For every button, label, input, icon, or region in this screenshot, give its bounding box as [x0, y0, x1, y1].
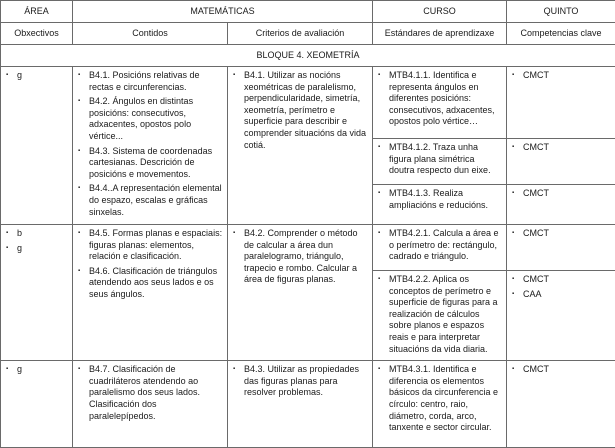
criterion-cell — [228, 225, 373, 361]
table-row — [1, 225, 615, 271]
competencia-item — [511, 188, 611, 200]
standard-cell — [373, 67, 507, 139]
table-row — [1, 67, 615, 139]
competencia-text: CMCT — [523, 364, 549, 374]
objective-item — [5, 228, 68, 240]
bullet-icon: ▪ — [512, 274, 514, 286]
bullet-icon: ▪ — [233, 228, 235, 240]
objective-text: b — [17, 228, 22, 238]
bullet-icon: ▪ — [233, 70, 235, 82]
objective-item — [5, 243, 68, 255]
competencia-cell — [507, 361, 615, 448]
criterion-list — [232, 70, 368, 151]
competencia-cell — [507, 67, 615, 139]
header-row-area — [1, 1, 615, 23]
content-text: B4.7. Clasificación de cuadriláteros atendendo ao paralelismo dos seus lados. Clasificación dos paralelepípedos. — [89, 364, 200, 420]
competencia-list — [511, 364, 611, 376]
bullet-icon: ▪ — [512, 188, 514, 200]
competencia-cell — [507, 225, 615, 271]
standard-item — [377, 228, 502, 263]
objective-list — [5, 364, 68, 376]
bullet-icon: ▪ — [6, 228, 8, 240]
bullet-icon: ▪ — [78, 96, 80, 108]
content-cell — [73, 225, 228, 361]
standard-cell — [373, 185, 507, 225]
criterion-list — [232, 228, 368, 286]
bullet-icon: ▪ — [378, 188, 380, 200]
standard-text: MTB4.2.2. Aplica os conceptos de perímetro e superficie de figuras para a realización de cálculos sobre planos e espazos reais e para interpretar situacións da vida diaria. — [389, 274, 498, 354]
content-item — [77, 146, 223, 181]
standard-list — [377, 364, 502, 434]
competencia-item — [511, 364, 611, 376]
content-text: B4.5. Formas planas e espaciais: figuras planas: elementos, relación e clasificación. — [89, 228, 222, 261]
block-title-row — [1, 45, 615, 67]
competencia-text: CAA — [523, 289, 542, 299]
objective-text: g — [17, 243, 22, 253]
standard-item — [377, 142, 502, 177]
header-row-columns — [1, 23, 615, 45]
criterion-cell — [228, 361, 373, 448]
standard-cell — [373, 139, 507, 185]
bullet-icon: ▪ — [378, 142, 380, 154]
competencia-list — [511, 188, 611, 200]
content-cell — [73, 67, 228, 225]
standard-item — [377, 364, 502, 434]
criterion-item — [232, 364, 368, 399]
standard-list — [377, 274, 502, 355]
objective-text: g — [17, 70, 22, 80]
competencia-cell — [507, 185, 615, 225]
curso-value: QUINTO — [507, 1, 615, 23]
standard-item — [377, 188, 502, 211]
competencia-list — [511, 228, 611, 240]
column-header-contidos: Contidos — [73, 23, 228, 45]
competencia-text: CMCT — [523, 142, 549, 152]
competencia-text: CMCT — [523, 274, 549, 284]
competencia-cell — [507, 139, 615, 185]
competencia-list — [511, 274, 611, 300]
bullet-icon: ▪ — [6, 70, 8, 82]
standard-cell — [373, 271, 507, 361]
competencia-cell — [507, 271, 615, 361]
objective-text: g — [17, 364, 22, 374]
bullet-icon: ▪ — [512, 364, 514, 376]
bullet-icon: ▪ — [378, 70, 380, 82]
criterion-item — [232, 70, 368, 151]
content-text: B4.2. Ángulos en distintas posicións: consecutivos, adxacentes, opostos polo vértice... — [89, 96, 193, 141]
competencia-text: CMCT — [523, 70, 549, 80]
standard-text: MTB4.1.1. Identifica e representa ángulos en diferentes posicións: consecutivos, adxacentes, opostos polo vértice… — [389, 70, 495, 126]
standard-item — [377, 70, 502, 128]
bullet-icon: ▪ — [512, 289, 514, 301]
column-header-estandares: Estándares de aprendizaxe — [373, 23, 507, 45]
standard-text: MTB4.1.3. Realiza ampliacións e reducións. — [389, 188, 488, 210]
block-title: BLOQUE 4. XEOMETRÍA — [1, 45, 615, 67]
bullet-icon: ▪ — [6, 364, 8, 376]
objective-cell — [1, 225, 73, 361]
objective-list — [5, 228, 68, 254]
bullet-icon: ▪ — [6, 243, 8, 255]
bullet-icon: ▪ — [512, 70, 514, 82]
content-item — [77, 228, 223, 263]
competencia-item — [511, 142, 611, 154]
content-text: B4.1. Posicións relativas de rectas e circunferencias. — [89, 70, 200, 92]
column-header-obxectivos: Obxectivos — [1, 23, 73, 45]
criterion-text: B4.2. Comprender o método de calcular a área dun paralelogramo, triángulo, trapecio e rombo. Calcular a área de figuras planas. — [244, 228, 358, 284]
competencia-item — [511, 274, 611, 286]
column-header-competencias: Competencias clave — [507, 23, 615, 45]
criterion-list — [232, 364, 368, 399]
bullet-icon: ▪ — [78, 364, 80, 376]
content-list — [77, 228, 223, 301]
content-item — [77, 70, 223, 93]
standard-list — [377, 228, 502, 263]
content-list — [77, 364, 223, 422]
bullet-icon: ▪ — [233, 364, 235, 376]
content-item — [77, 183, 223, 218]
column-header-criterios: Criterios de avaliación — [228, 23, 373, 45]
bullet-icon: ▪ — [378, 364, 380, 376]
objective-item — [5, 364, 68, 376]
content-cell — [73, 361, 228, 448]
bullet-icon: ▪ — [78, 183, 80, 195]
bullet-icon: ▪ — [78, 70, 80, 82]
objective-cell — [1, 361, 73, 448]
standard-text: MTB4.2.1. Calcula a área e o perímetro de: rectángulo, cadrado e triángulo. — [389, 228, 499, 261]
standard-item — [377, 274, 502, 355]
content-list — [77, 70, 223, 218]
competencia-item — [511, 228, 611, 240]
objective-cell — [1, 67, 73, 225]
objective-item — [5, 70, 68, 82]
bullet-icon: ▪ — [378, 228, 380, 240]
competencia-list — [511, 142, 611, 154]
bullet-icon: ▪ — [512, 228, 514, 240]
standard-text: MTB4.1.2. Traza unha figura plana simétrica doutra respecto dun eixe. — [389, 142, 491, 175]
bullet-icon: ▪ — [512, 142, 514, 154]
table-row — [1, 361, 615, 448]
competencia-list — [511, 70, 611, 82]
standard-list — [377, 70, 502, 128]
standard-list — [377, 188, 502, 211]
competencia-text: CMCT — [523, 228, 549, 238]
area-value: MATEMÁTICAS — [73, 1, 373, 23]
content-text: B4.3. Sistema de coordenadas cartesianas. Descrición de posicións e movementos. — [89, 146, 212, 179]
bullet-icon: ▪ — [78, 266, 80, 278]
criterion-cell — [228, 67, 373, 225]
standard-cell — [373, 225, 507, 271]
bullet-icon: ▪ — [78, 146, 80, 158]
content-item — [77, 96, 223, 142]
content-item — [77, 364, 223, 422]
criterion-text: B4.3. Utilizar as propiedades das figuras planas para resolver problemas. — [244, 364, 359, 397]
competencia-item — [511, 70, 611, 82]
content-text: B4.6. Clasificación de triángulos atendendo aos seus lados e os seus ángulos. — [89, 266, 217, 299]
objective-list — [5, 70, 68, 82]
standard-list — [377, 142, 502, 177]
curso-label: CURSO — [373, 1, 507, 23]
competencia-text: CMCT — [523, 188, 549, 198]
bullet-icon: ▪ — [78, 228, 80, 240]
competencia-item — [511, 289, 611, 301]
content-item — [77, 266, 223, 301]
bullet-icon: ▪ — [378, 274, 380, 286]
standard-cell — [373, 361, 507, 448]
standard-text: MTB4.3.1. Identifica e diferencia os elementos básicos da circunferencia e círculo: centro, raio, diámetro, corda, arco, tanxente e sector circular. — [389, 364, 498, 432]
criterion-item — [232, 228, 368, 286]
area-label: ÁREA — [1, 1, 73, 23]
content-text: B4.4..A representación elemental do espazo, escalas e gráficas sinxelas. — [89, 183, 222, 216]
criterion-text: B4.1. Utilizar as nocións xeométricas de paralelismo, perpendicularidade, simetría, xeometría, perímetro e superficie para describir e comprender situacións da vida cotiá. — [244, 70, 366, 150]
